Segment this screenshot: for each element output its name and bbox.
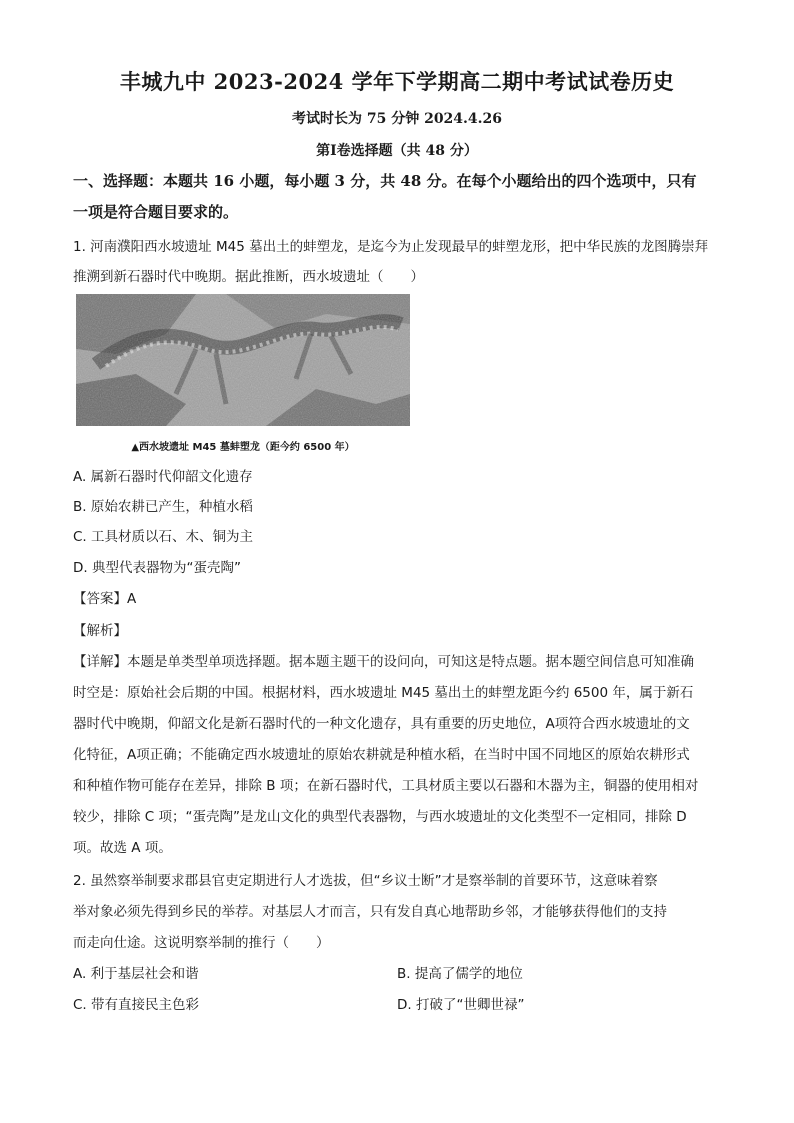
- q2-option-c: C. 带有直接民主色彩: [73, 997, 200, 1013]
- instructions-line-1: 一、选择题：本题共 16 小题，每小题 3 分，共 48 分。在每个小题给出的四个选项中，只有: [73, 172, 697, 190]
- q2-stem-line: 而走向仕途。这说明察举制的推行（ ）: [73, 935, 330, 951]
- instructions-line-2: 一项是符合题目要求的。: [73, 203, 239, 221]
- photo-caption: ▲西水坡遗址 M45 墓蚌塑龙（距今约 6500 年）: [131, 442, 355, 453]
- q1-option-d: D. 典型代表器物为“蛋壳陶”: [73, 560, 241, 576]
- q1-explain-line: 【详解】本题是单类型单项选择题。据本题主题干的设问向，可知这是特点题。据本题空间信息可知准确: [73, 654, 694, 670]
- q1-explain-line: 和种植作物可能存在差异，排除 B 项；在新石器时代，工具材质主要以石器和木器为主，铜器的使用相对: [73, 778, 699, 794]
- page-title: 丰城九中 2023-2024 学年下学期高二期中考试试卷历史: [119, 69, 675, 94]
- q1-explain-line: 器时代中晚期，仰韶文化是新石器时代的一种文化遗存，具有重要的历史地位，A项符合西水坡遗址的文: [73, 716, 690, 732]
- exam-duration: 考试时长为 75 分钟 2024.4.26: [291, 111, 503, 127]
- q1-explain-line: 较少，排除 C 项；“蛋壳陶”是龙山文化的典型代表器物，与西水坡遗址的文化类型不一定相同，排除 D: [73, 809, 687, 825]
- q2-stem-line: 举对象必须先得到乡民的举荐。对基层人才而言，只有发自真心地帮助乡邻，才能够获得他们的支持: [73, 904, 667, 920]
- q1-stem-line-2: 推溯到新石器时代中晚期。据此推断，西水坡遗址（ ）: [73, 269, 424, 285]
- q2-stem-line: 2. 虽然察举制要求郡县官吏定期进行人才选拔，但“乡议士断”才是察举制的首要环节，这意味着察: [73, 873, 658, 889]
- q1-explain-line: 时空是：原始社会后期的中国。根据材料，西水坡遗址 M45 墓出土的蚌塑龙距今约 6500 年，属于新石: [73, 685, 694, 701]
- q1-option-c: C. 工具材质以石、木、铜为主: [73, 529, 254, 545]
- q2-option-b: B. 提高了儒学的地位: [397, 966, 523, 982]
- section-heading: 第Ⅰ卷选择题（共 48 分）: [316, 143, 478, 159]
- shell-dragon-photo: [76, 294, 410, 426]
- q2-option-d: D. 打破了“世卿世禄”: [397, 997, 525, 1013]
- q1-option-b: B. 原始农耕已产生，种植水稻: [73, 499, 253, 515]
- q1-stem-line-1: 1. 河南濮阳西水坡遗址 M45 墓出土的蚌塑龙，是迄今为止发现最早的蚌塑龙形，把中华民族的龙图腾崇拜: [73, 239, 709, 255]
- q2-option-a: A. 利于基层社会和谐: [73, 966, 199, 982]
- q1-answer: 【答案】A: [73, 591, 137, 607]
- q1-analysis-label: 【解析】: [73, 623, 127, 639]
- q1-explain-line: 化特征，A项正确；不能确定西水坡遗址的原始农耕就是种植水稻，在当时中国不同地区的原始农耕形式: [73, 747, 690, 763]
- q1-explain-line: 项。故选 A 项。: [73, 840, 172, 856]
- q1-option-a: A. 属新石器时代仰韶文化遗存: [73, 469, 253, 485]
